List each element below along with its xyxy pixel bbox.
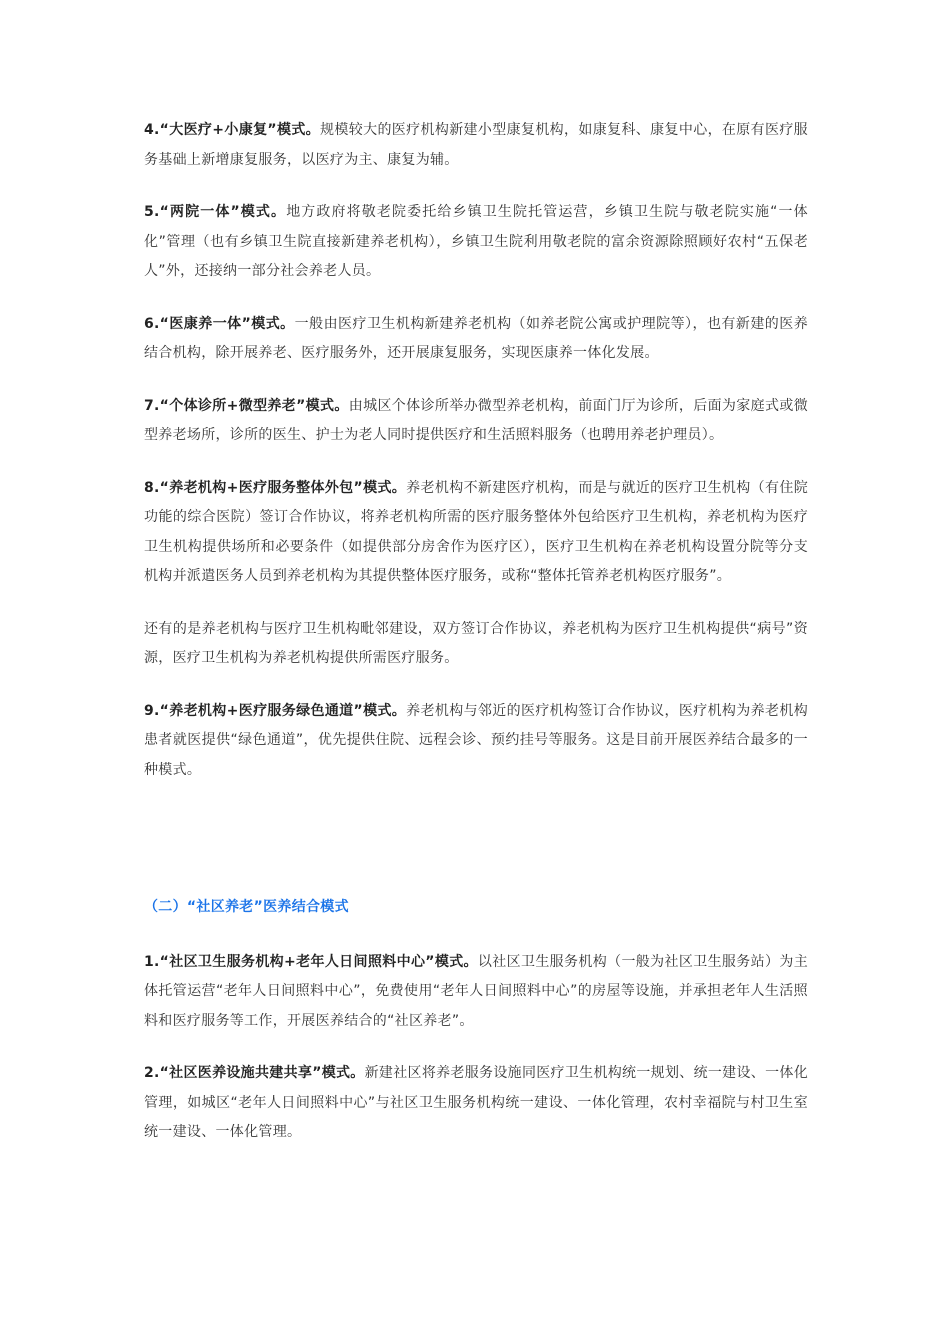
paragraph-lead: 6.“医康养一体”模式。 bbox=[144, 315, 295, 332]
paragraph-mode-4 bbox=[144, 116, 808, 175]
paragraph-lead: 5.“两院一体”模式。 bbox=[144, 204, 287, 220]
section-heading: （二）“社区养老”医养结合模式 bbox=[144, 899, 349, 915]
paragraph-community-mode-1 bbox=[144, 948, 808, 1037]
article-body bbox=[144, 116, 808, 1171]
paragraph-text: 以社区卫生服务机构（一般为社区卫生服务站）为主体托管运营“老年人日间照料中心”，免费使用“老年人日间照料中心”的房屋等设施，并承担老年人生活照料和医疗服务等工作，开展医养结合的“社区养老”。 bbox=[144, 953, 808, 1029]
paragraph-text: 养老机构不新建医疗机构，而是与就近的医疗卫生机构（有住院功能的综合医院）签订合作协议，将养老机构所需的医疗服务整体外包给医疗卫生机构，养老机构为医疗卫生机构提供场所和必要条件（如提供部分房舍作为医疗区），医疗卫生机构在养老机构设置分院等分支机构并派遣医务人员到养老机构为其提供整体医疗服务，或称“整体托管养老机构医疗服务”。 bbox=[144, 479, 808, 584]
paragraph-text: 新建社区将养老服务设施同医疗卫生机构统一规划、统一建设、一体化管理，如城区“老年人日间照料中心”与社区卫生服务机构统一建设、一体化管理，农村幸福院与村卫生室统一建设、一体化管理。 bbox=[144, 1065, 808, 1140]
paragraph-mode-8 bbox=[144, 474, 808, 592]
paragraph-lead: 4.“大医疗+小康复”模式。 bbox=[144, 122, 321, 138]
paragraph-text: 一般由医疗卫生机构新建养老机构（如养老院公寓或护理院等），也有新建的医养结合机构，除开展养老、医疗服务外，还开展康复服务，实现医康养一体化发展。 bbox=[144, 315, 808, 361]
paragraph-mode-5 bbox=[144, 198, 808, 287]
paragraph-lead: 7.“个体诊所+微型养老”模式。 bbox=[144, 397, 349, 414]
paragraph-mode-8-note bbox=[144, 615, 808, 674]
paragraph-community-mode-2 bbox=[144, 1059, 808, 1148]
paragraph-text: 地方政府将敬老院委托给乡镇卫生院托管运营，乡镇卫生院与敬老院实施“一体化”管理（也有乡镇卫生院直接新建养老机构），乡镇卫生院利用敬老院的富余资源除照顾好农村“五保老人”外，还接纳一部分社会养老人员。 bbox=[144, 204, 808, 279]
paragraph-lead: 9.“养老机构+医疗服务绿色通道”模式。 bbox=[144, 702, 407, 719]
paragraph-mode-7 bbox=[144, 392, 808, 451]
paragraph-lead: 2.“社区医养设施共建共享”模式。 bbox=[144, 1065, 365, 1081]
paragraph-text: 养老机构与邻近的医疗机构签订合作协议，医疗机构为养老机构患者就医提供“绿色通道”，优先提供住院、远程会诊、预约挂号等服务。这是目前开展医养结合最多的一种模式。 bbox=[144, 702, 808, 778]
paragraph-text: 由城区个体诊所举办微型养老机构，前面门厅为诊所，后面为家庭式或微型养老场所，诊所的医生、护士为老人同时提供医疗和生活照料服务（也聘用养老护理员）。 bbox=[144, 397, 808, 443]
paragraph-text: 规模较大的医疗机构新建小型康复机构，如康复科、康复中心，在原有医疗服务基础上新增康复服务，以医疗为主、康复为辅。 bbox=[144, 122, 808, 168]
paragraph-lead: 1.“社区卫生服务机构+老年人日间照料中心”模式。 bbox=[144, 953, 478, 970]
paragraph-mode-6 bbox=[144, 310, 808, 369]
paragraph-text: 还有的是养老机构与医疗卫生机构毗邻建设，双方签订合作协议，养老机构为医疗卫生机构提供“病号”资源，医疗卫生机构为养老机构提供所需医疗服务。 bbox=[144, 620, 808, 666]
paragraph-lead: 8.“养老机构+医疗服务整体外包”模式。 bbox=[144, 479, 407, 496]
paragraph-mode-9 bbox=[144, 697, 808, 786]
